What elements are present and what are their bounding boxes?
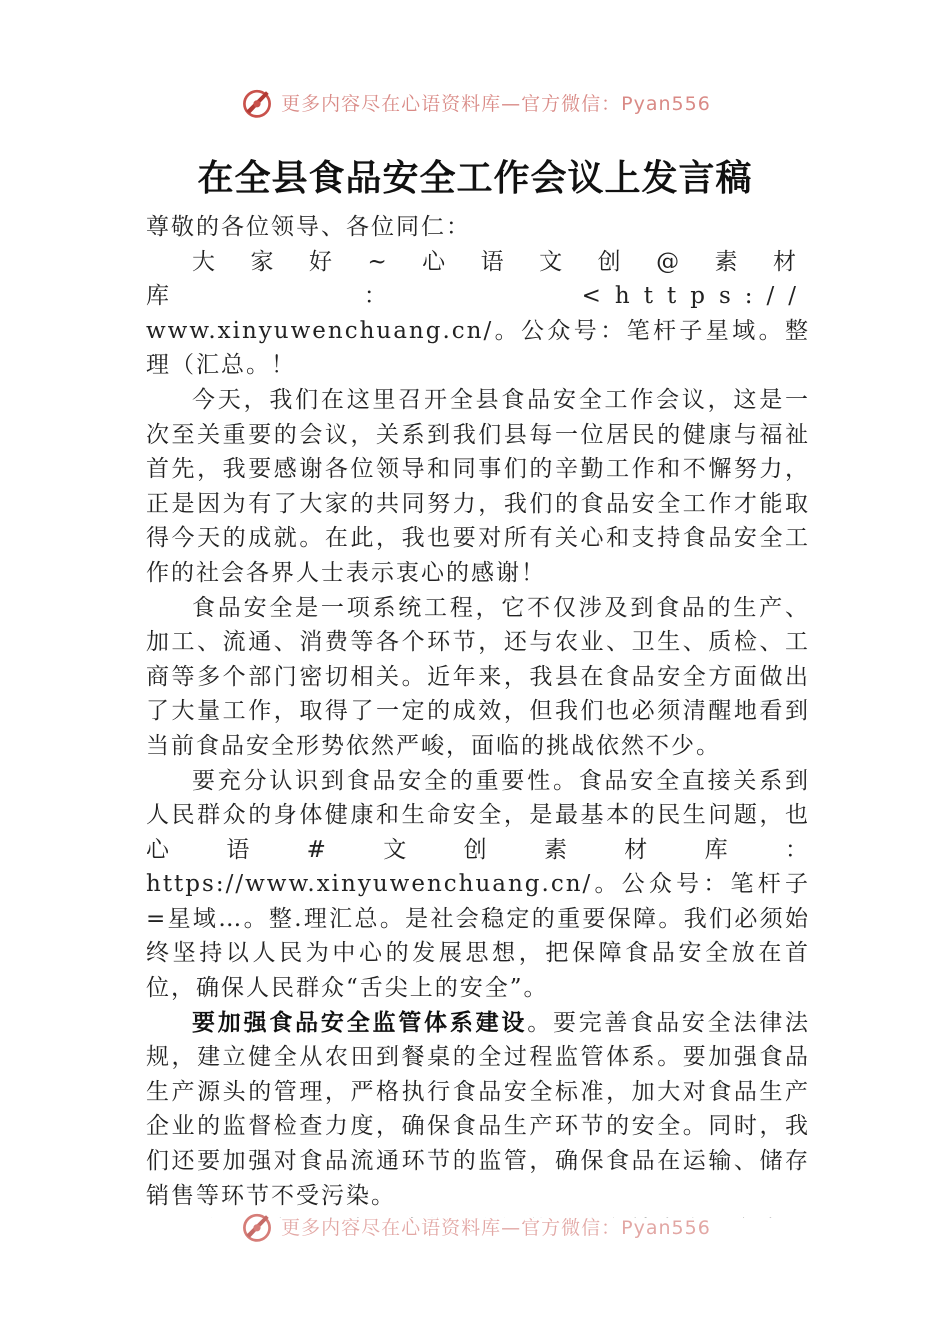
watermark-text: 更多内容尽在心语资料库—官方微信：Pyan556	[281, 92, 711, 115]
document-title: 在全县食品安全工作会议上发言稿	[197, 157, 753, 199]
paragraph-1-line-1: 大 家 好 ~ 心 语 文 创 @ 素 材 库 ： <https://	[146, 248, 810, 310]
paragraph-1-rest: www.xinyuwenchuang.cn/。公众号：笔杆子星域。整理（汇总。！	[146, 317, 810, 379]
watermark-header	[0, 84, 950, 120]
document-body	[146, 210, 810, 1218]
paragraph-3: 食品安全是一项系统工程，它不仅涉及到食品的生产、加工、流通、消费等各个环节，还与农业、卫生、质检、工商等多个部门密切相关。近年来，我县在食品安全方面做出了大量工作，取得了一定的成效，但我们也必须清醒地看到当前食品安全形势依然严峻，面临的挑战依然不少。	[146, 594, 810, 759]
pen-circle-logo-icon	[239, 84, 275, 120]
pen-circle-logo-icon	[239, 1208, 275, 1244]
watermark-text-footer: 更多内容尽在心语资料库—官方微信：Pyan556	[281, 1216, 711, 1239]
paragraph-5	[146, 1006, 810, 1214]
watermark-footer	[0, 1208, 950, 1244]
paragraph-5-text: 。要完善食品安全法律法规，建立健全从农田到餐桌的全过程监管体系。要加强食品生产源头的管理，严格执行食品安全标准，加大对食品生产企业的监督检查力度，确保食品生产环节的安全。同时，我们还要加强对食品流通环节的监管，确保食品在运输、储存销售等环节不受污染。	[146, 1009, 810, 1209]
paragraph-4: 要充分认识到食品安全的重要性。食品安全直接关系到人民群众的身体健康和生命安全，是最基本的民生问题，也心语#文创素材库：https://www.xinyuwenchuang.cn/。公众号：笔杆子=星域…。整.理汇总。是社会稳定的重要保障。我们必须始终坚持以人民为中心的发展思想，把保障食品安全放在首位，确保人民群众“舌尖上的安全”。	[146, 767, 810, 1002]
salutation: 尊敬的各位领导、各位同仁：	[146, 214, 471, 240]
paragraph-2: 今天，我们在这里召开全县食品安全工作会议，这是一次至关重要的会议，关系到我们县每一位居民的健康与福祉首先，我要感谢各位领导和同事们的辛勤工作和不懈努力，正是因为有了大家的共同努力，我们的食品安全工作才能取得今天的成就。在此，我也要对所有关心和支持食品安全工作的社会各界人士表示衷心的感谢！	[146, 386, 810, 586]
paragraph-5-heading: 要加强食品安全监管体系建设	[192, 1008, 528, 1036]
